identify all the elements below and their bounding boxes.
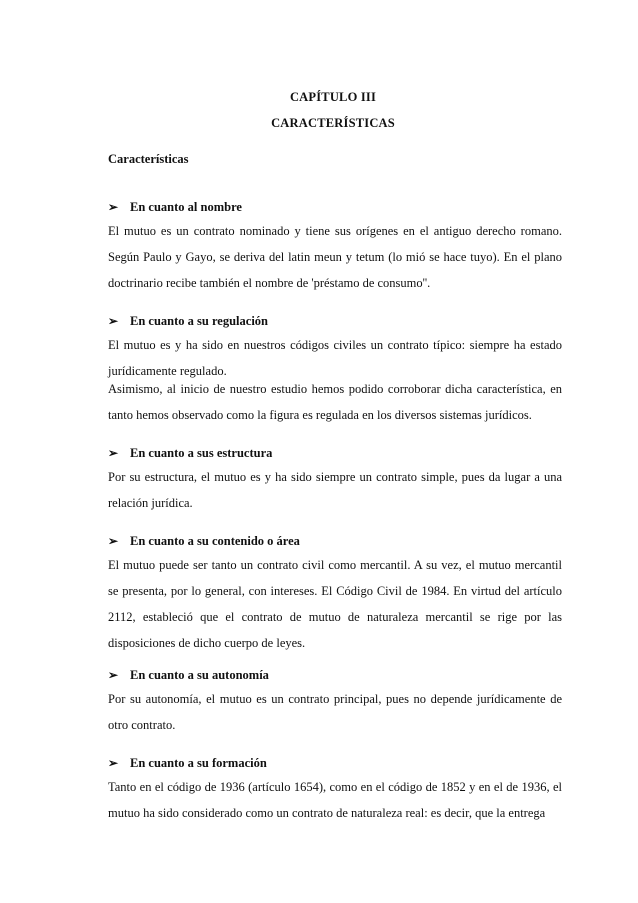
paragraph-estructura: Por su estructura, el mutuo es y ha sido siempre un contrato simple, pues da lugar a una relación jurídica.	[108, 470, 562, 510]
paragraph-regulacion: El mutuo es y ha sido en nuestros códigos civiles un contrato típico: siempre ha estado jurídicamente regulado.	[108, 338, 562, 378]
heading-label: En cuanto a sus estructura	[130, 446, 273, 460]
heading-label: En cuanto a su contenido o área	[130, 534, 300, 548]
heading-formacion	[108, 756, 267, 771]
arrow-bullet-icon: ➢	[108, 200, 119, 214]
heading-label: En cuanto al nombre	[130, 200, 242, 214]
chapter-title: CARACTERÍSTICAS	[271, 116, 395, 130]
arrow-bullet-icon: ➢	[108, 534, 119, 548]
paragraph-regulacion-2: Asimismo, al inicio de nuestro estudio hemos podido corroborar dicha característica, en tanto hemos observado como la figura es regulada en los diversos sistemas jurídicos.	[108, 382, 562, 422]
paragraph-formacion: Tanto en el código de 1936 (artículo 1654), como en el código de 1852 y en el de 1936, el mutuo ha sido considerado como un contrato de naturaleza real: es decir, que la entrega	[108, 780, 562, 820]
heading-estructura	[108, 446, 272, 461]
arrow-bullet-icon: ➢	[108, 446, 119, 460]
heading-label: En cuanto a su autonomía	[130, 668, 269, 682]
section-title: Características	[108, 152, 189, 166]
heading-autonomia	[108, 668, 269, 683]
arrow-bullet-icon: ➢	[108, 668, 119, 682]
paragraph-contenido: El mutuo puede ser tanto un contrato civil como mercantil. A su vez, el mutuo mercantil se presenta, por lo general, con intereses. El Código Civil de 1984. En virtud del artículo 2112, estableció que el contrato de mutuo de naturaleza mercantil se rige por las disposiciones de dicho cuerpo de leyes.	[108, 558, 562, 650]
heading-regulacion	[108, 314, 268, 329]
arrow-bullet-icon: ➢	[108, 756, 119, 770]
heading-label: En cuanto a su regulación	[130, 314, 268, 328]
paragraph-nombre: El mutuo es un contrato nominado y tiene sus orígenes en el antiguo derecho romano. Según Paulo y Gayo, se deriva del latin meun y tetum (lo mió se hace tuyo). En el plano doctrinario recibe también el nombre de 'préstamo de consumo''.	[108, 224, 562, 290]
arrow-bullet-icon: ➢	[108, 314, 119, 328]
paragraph-autonomia: Por su autonomía, el mutuo es un contrato principal, pues no depende jurídicamente de otro contrato.	[108, 692, 562, 732]
heading-nombre	[108, 200, 242, 215]
chapter-number: CAPÍTULO III	[289, 90, 377, 104]
heading-contenido	[108, 534, 300, 549]
heading-label: En cuanto a su formación	[130, 756, 267, 770]
